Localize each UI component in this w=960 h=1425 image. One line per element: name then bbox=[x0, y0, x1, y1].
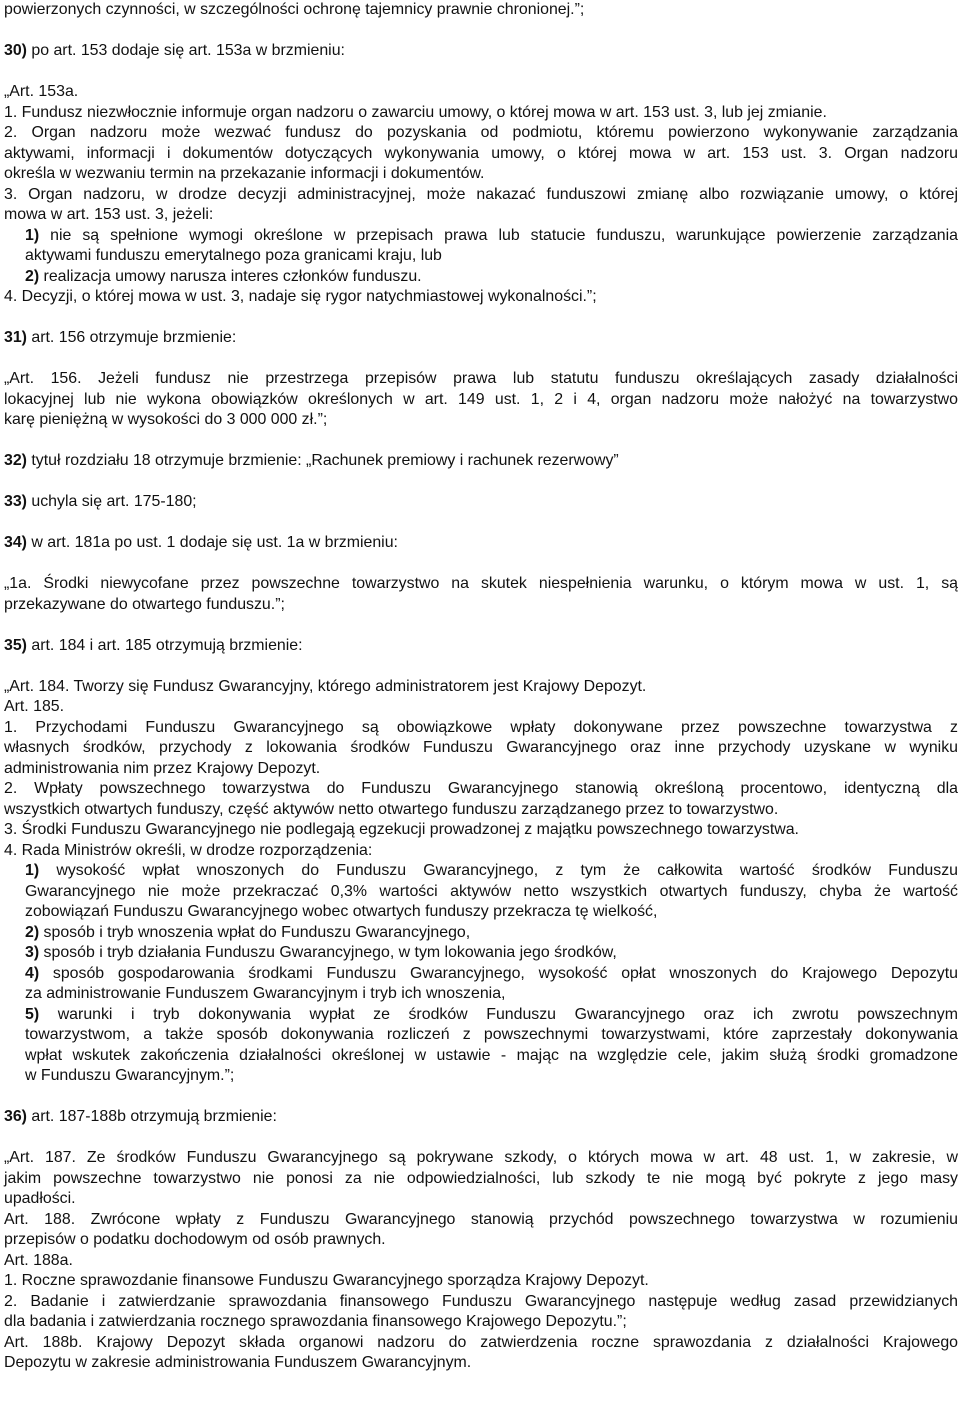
text-line bbox=[4, 185, 958, 206]
paragraph-spacer bbox=[4, 656, 958, 677]
line-text: 3. Organ nadzoru, w drodze decyzji administracyjnej, może nakazać funduszowi zmianę albo rozwiązanie umowy, o której bbox=[4, 185, 958, 203]
text-line bbox=[4, 779, 958, 800]
line-text: wpłat wskutek zakończenia działalności określonej w ustawie - mając na względzie cele, jakim służą środki gromadzone bbox=[25, 1046, 958, 1064]
text-line bbox=[4, 103, 958, 124]
line-text: „Art. 153a. bbox=[4, 83, 79, 100]
line-text: Art. 188. Zwrócone wpłaty z Funduszu Gwarancyjnego stanowią przychód powszechnego towarzystwa w rozumieniu bbox=[4, 1210, 958, 1228]
amendment-point-line bbox=[4, 492, 958, 513]
paragraph-spacer bbox=[4, 349, 958, 370]
line-text: sposób i tryb działania Funduszu Gwarancyjnego, w tym lokowania jego środków, bbox=[39, 944, 617, 961]
text-line bbox=[4, 595, 958, 616]
line-text: upadłości. bbox=[4, 1190, 76, 1207]
text-line bbox=[4, 144, 958, 165]
paragraph-spacer bbox=[4, 1128, 958, 1149]
text-line bbox=[4, 82, 958, 103]
line-text: 1. Fundusz niezwłocznie informuje organ nadzoru o zawarciu umowy, o której mowa w art. 153 ust. 3, lub jej zmianie. bbox=[4, 103, 827, 121]
line-text: 1. Przychodami Funduszu Gwarancyjnego są obowiązkowe wpłaty dokonywane przez powszechne towarzystwa z bbox=[4, 718, 958, 736]
line-text: powierzonych czynności, w szczególności ochronę tajemnicy prawnie chronionej.”; bbox=[4, 1, 585, 18]
line-text: „Art. 184. Tworzy się Fundusz Gwarancyjny, którego administratorem jest Krajowy Depozyt. bbox=[4, 677, 647, 695]
line-text: aktywami, informacji i dokumentów dotyczących wykonywania umowy, o której mowa w art. 153 ust. 3. Organ nadzoru bbox=[4, 144, 958, 162]
line-text: warunki i tryb dokonywania wypłat ze środków Funduszu Gwarancyjnego oraz ich zwrotu powszechnym bbox=[39, 1005, 958, 1023]
item-number: 5) bbox=[25, 1005, 40, 1023]
item-number: 34) bbox=[4, 534, 27, 551]
line-text: Art. 185. bbox=[4, 698, 65, 715]
list-item-line bbox=[4, 882, 958, 903]
line-text: art. 184 i art. 185 otrzymują brzmienie: bbox=[26, 636, 303, 654]
list-item-line bbox=[4, 226, 958, 247]
text-line bbox=[4, 574, 958, 595]
line-text: 2. Organ nadzoru może wezwać fundusz do pozyskania od podmiotu, któremu powierzono wykonywanie zarządzania bbox=[4, 124, 958, 141]
line-text: 4. Rada Ministrów określi, w drodze rozporządzenia: bbox=[4, 841, 373, 859]
amendment-point-line bbox=[4, 636, 958, 657]
list-item-line bbox=[4, 1066, 958, 1087]
paragraph-spacer bbox=[4, 308, 958, 329]
line-text: zobowiązań Funduszu Gwarancyjnego wobec otwartych funduszy przekracza tę wielkość, bbox=[25, 903, 658, 920]
line-text: w art. 181a po ust. 1 dodaje się ust. 1a w brzmieniu: bbox=[26, 534, 398, 551]
line-text: Art. 188a. bbox=[4, 1251, 73, 1269]
line-text: „1a. Środki niewycofane przez powszechne towarzystwo na skutek niespełnienia warunku, o którym mowa w ust. 1, są bbox=[4, 575, 958, 592]
list-item-line bbox=[4, 984, 958, 1005]
item-number: 2) bbox=[25, 267, 40, 285]
text-line bbox=[4, 697, 958, 718]
line-text: w Funduszu Gwarancyjnym.”; bbox=[25, 1067, 235, 1084]
amendment-point-line bbox=[4, 451, 958, 472]
paragraph-spacer bbox=[4, 1087, 958, 1108]
list-item-line bbox=[4, 943, 958, 964]
text-line bbox=[4, 1312, 958, 1333]
list-item-line bbox=[4, 246, 958, 267]
line-text: realizacja umowy narusza interes członków funduszu. bbox=[39, 267, 422, 285]
text-line bbox=[4, 410, 958, 431]
line-text: przekazywane do otwartego funduszu.”; bbox=[4, 595, 285, 613]
paragraph-spacer bbox=[4, 21, 958, 42]
line-text: wysokość wpłat wnoszonych do Funduszu Gwarancyjnego, z tym że całkowita wartość środków Funduszu bbox=[39, 862, 958, 879]
text-line bbox=[4, 1148, 958, 1169]
line-text: karę pieniężną w wysokości do 3 000 000 zł.”; bbox=[4, 411, 328, 428]
line-text: 2. Badanie i zatwierdzanie sprawozdania finansowego Funduszu Gwarancyjnego następuje według zasad przewidzianych bbox=[4, 1292, 958, 1310]
line-text: wszystkich otwartych funduszy, część aktywów netto otwartego funduszu zarządzanego przez to towarzystwo. bbox=[4, 800, 779, 818]
line-text: za administrowanie Funduszem Gwarancyjnym i tryb ich wnoszenia, bbox=[25, 985, 506, 1002]
line-text: Art. 188b. Krajowy Depozyt składa organowi nadzoru do zatwierdzenia roczne sprawozdania z działalności Krajowego bbox=[4, 1333, 958, 1351]
item-number: 2) bbox=[25, 923, 40, 941]
line-text: 1. Roczne sprawozdanie finansowe Funduszu Gwarancyjnego sporządza Krajowy Depozyt. bbox=[4, 1272, 649, 1289]
line-text: aktywami funduszu emerytalnego poza granicami kraju, lub bbox=[25, 247, 442, 264]
paragraph-spacer bbox=[4, 615, 958, 636]
item-number: 36) bbox=[4, 1108, 27, 1125]
text-line bbox=[4, 1333, 958, 1354]
list-item-line bbox=[4, 267, 958, 288]
text-line bbox=[4, 1189, 958, 1210]
list-item-line bbox=[4, 1005, 958, 1026]
amendment-point-line bbox=[4, 41, 958, 62]
line-text: tytuł rozdziału 18 otrzymuje brzmienie: „Rachunek premiowy i rachunek rezerwowy” bbox=[26, 452, 619, 469]
list-item-line bbox=[4, 902, 958, 923]
item-number: 31) bbox=[4, 329, 27, 346]
line-text: nie są spełnione wymogi określone w przepisach prawa lub statucie funduszu, warunkujące powierzenie zarządzania bbox=[39, 226, 958, 244]
item-number: 30) bbox=[4, 42, 27, 59]
amendment-point-line bbox=[4, 533, 958, 554]
line-text: sposób gospodarowania środkami Funduszu Gwarancyjnego, wysokość opłat wnoszonych do Krajowego Depozytu bbox=[39, 964, 958, 982]
paragraph-spacer bbox=[4, 513, 958, 534]
line-text: „Art. 156. Jeżeli fundusz nie przestrzega przepisów prawa lub statutu funduszu określających zasady działalności bbox=[4, 370, 958, 387]
line-text: dla badania i zatwierdzania rocznego sprawozdania finansowego Krajowego Depozytu.”; bbox=[4, 1313, 627, 1330]
list-item-line bbox=[4, 1025, 958, 1046]
text-line bbox=[4, 1292, 958, 1313]
line-text: 3. Środki Funduszu Gwarancyjnego nie podlegają egzekucji prowadzonej z majątku powszechnego towarzystwa. bbox=[4, 821, 799, 838]
line-text: uchyla się art. 175-180; bbox=[26, 493, 197, 510]
line-text: 4. Decyzji, o której mowa w ust. 3, nadaje się rygor natychmiastowej wykonalności.”; bbox=[4, 288, 597, 305]
text-line bbox=[4, 369, 958, 390]
line-text: określa w wezwaniu termin na przekazanie informacji i dokumentów. bbox=[4, 165, 485, 182]
text-line bbox=[4, 677, 958, 698]
line-text: Depozytu w zakresie administrowania Funduszem Gwarancyjnym. bbox=[4, 1354, 472, 1371]
text-line bbox=[4, 841, 958, 862]
line-text: art. 187-188b otrzymują brzmienie: bbox=[26, 1108, 277, 1125]
list-item-line bbox=[4, 861, 958, 882]
text-line bbox=[4, 1353, 958, 1374]
item-number: 33) bbox=[4, 493, 27, 510]
line-text: „Art. 187. Ze środków Funduszu Gwarancyjnego są pokrywane szkody, o których mowa w art. 48 ust. 1, w zakresie, w bbox=[4, 1149, 958, 1166]
line-text: administrowania nim przez Krajowy Depozyt. bbox=[4, 759, 321, 777]
item-number: 1) bbox=[25, 226, 40, 244]
paragraph-spacer bbox=[4, 472, 958, 493]
text-line bbox=[4, 759, 958, 780]
text-line bbox=[4, 123, 958, 144]
item-number: 35) bbox=[4, 636, 27, 654]
text-line bbox=[4, 1251, 958, 1272]
text-line bbox=[4, 1230, 958, 1251]
item-number: 3) bbox=[25, 944, 40, 961]
line-text: sposób i tryb wnoszenia wpłat do Funduszu Gwarancyjnego, bbox=[39, 923, 471, 941]
line-text: lokacyjnej lub nie wykona obowiązków określonych w art. 149 ust. 1, 2 i 4, organ nadzoru może nałożyć na towarzystwo bbox=[4, 390, 958, 408]
line-text: towarzystwom, a także sposób dokonywania rozliczeń z powszechnymi towarzystwami, które zaprzestały dokonywania bbox=[25, 1026, 958, 1043]
line-text: własnych środków, przychody z lokowania środków Funduszu Gwarancyjnego oraz inne przychody uzyskane w wyniku bbox=[4, 739, 958, 756]
list-item-line bbox=[4, 964, 958, 985]
text-line bbox=[4, 800, 958, 821]
line-text: mowa w art. 153 ust. 3, jeżeli: bbox=[4, 206, 214, 223]
list-item-line bbox=[4, 923, 958, 944]
list-item-line bbox=[4, 1046, 958, 1067]
line-text: 2. Wpłaty powszechnego towarzystwa do Funduszu Gwarancyjnego stanowią określoną procentowo, identyczną dla bbox=[4, 780, 958, 797]
line-text: art. 156 otrzymuje brzmienie: bbox=[26, 329, 237, 346]
text-line bbox=[4, 287, 958, 308]
text-line bbox=[4, 0, 958, 21]
line-text: przepisów o podatku dochodowym od osób prawnych. bbox=[4, 1231, 386, 1248]
paragraph-spacer bbox=[4, 554, 958, 575]
line-text: jakim powszechne towarzystwo nie ponosi za nie odpowiedzialności, lub szkody te nie mogą być pokryte z jego masy bbox=[4, 1169, 958, 1187]
item-number: 4) bbox=[25, 964, 40, 982]
text-line bbox=[4, 1271, 958, 1292]
paragraph-spacer bbox=[4, 431, 958, 452]
text-line bbox=[4, 164, 958, 185]
text-line bbox=[4, 820, 958, 841]
line-text: Gwarancyjnego nie może przekraczać 0,3% wartości aktywów netto wszystkich otwartych funduszy, chyba że wartość bbox=[25, 882, 958, 900]
text-line bbox=[4, 738, 958, 759]
text-line bbox=[4, 718, 958, 739]
amendment-point-line bbox=[4, 1107, 958, 1128]
paragraph-spacer bbox=[4, 62, 958, 83]
item-number: 1) bbox=[25, 862, 40, 879]
text-line bbox=[4, 390, 958, 411]
amendment-point-line bbox=[4, 328, 958, 349]
item-number: 32) bbox=[4, 452, 27, 469]
text-line bbox=[4, 205, 958, 226]
text-line bbox=[4, 1169, 958, 1190]
text-line bbox=[4, 1210, 958, 1231]
line-text: po art. 153 dodaje się art. 153a w brzmieniu: bbox=[26, 42, 345, 59]
